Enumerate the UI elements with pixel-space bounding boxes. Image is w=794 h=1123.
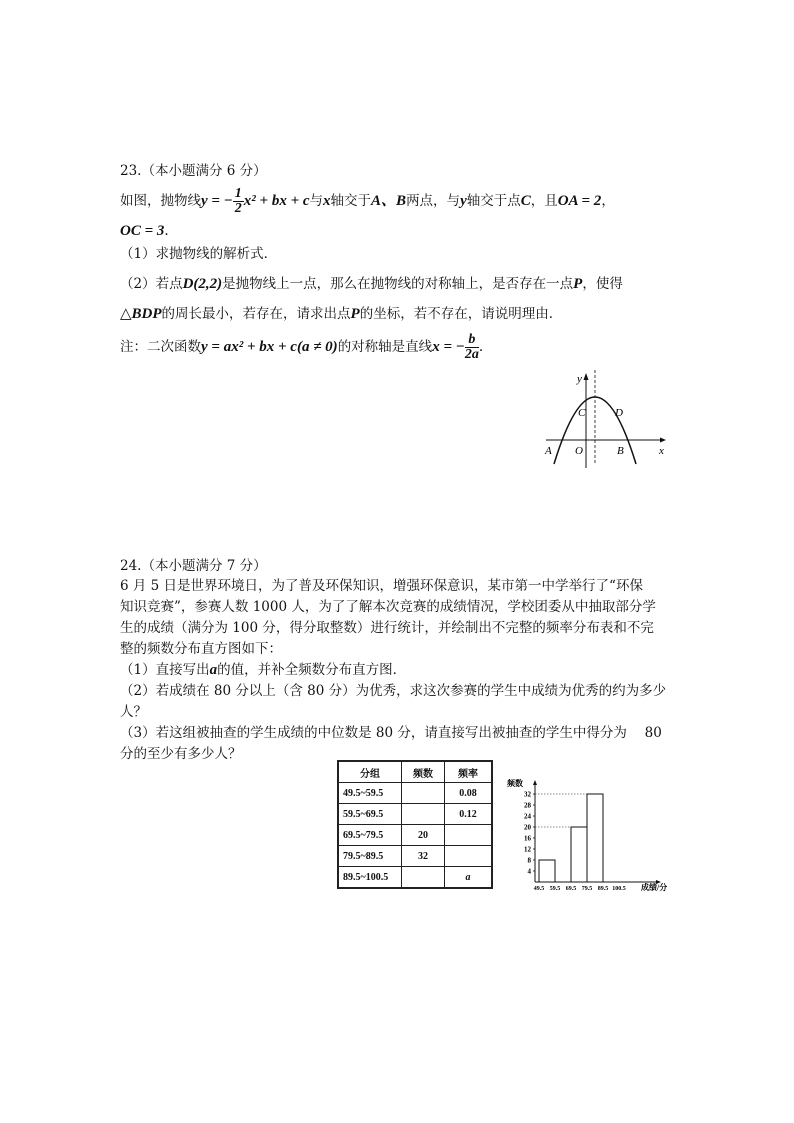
y-tick-label: 24 [524,812,531,821]
q23-frac-num: 1 [234,186,242,201]
table-header: 频率 [445,761,493,783]
table-row [338,783,492,804]
histogram-y-label: 频数 [507,779,523,788]
q23-part2-d: 的周长最小，若存在，请求出点 [161,306,351,322]
table-cell: 89.5~100.5 [338,867,402,889]
q23-note-b: 的对称轴是直线 [337,339,433,355]
q23-oa: OA = 2 [557,193,602,209]
table-cell: 0.12 [445,804,493,825]
q23-frac-den: 2 [234,201,242,216]
frequency-histogram [505,772,685,897]
y-axis-arrow-icon [584,373,589,380]
q24-q1 [120,661,406,679]
q24-q1-b: 的值，并补全频数分布直方图． [217,662,407,678]
q23-period: . [164,223,169,239]
graph-label-b: B [617,445,624,457]
q23-intro-f: ，且 [530,193,558,209]
x-tick-label: 59.5 [549,886,561,892]
q23-part1: （1）求抛物线的解析式． [120,246,278,262]
table-row [338,825,492,846]
q23-line1 [120,187,615,216]
histogram-bar [539,860,555,882]
q23-header: 23.（本小题满分 6 分） [120,163,267,179]
x-tick-label: 49.5 [533,886,545,892]
q24-p2: 知识竞赛”，参赛人数 1000 人，为了了解本次竞赛的成绩情况，学校团委从中抽取部分学 [120,599,656,615]
q24-q2-a: （2）若成绩在 80 分以上（含 80 分）为优秀，求这次参赛的学生中成绩为优秀的约为多少 [120,683,667,699]
table-cell: 69.5~79.5 [338,825,402,846]
y-tick-label: 12 [524,845,531,854]
q23-note-den: 2a [464,347,479,362]
q23-part2-line2 [120,305,562,323]
q23-oc: OC = 3 [120,223,165,239]
table-row [338,867,492,889]
table-cell: a [445,867,493,889]
x-tick-label: 79.5 [581,886,593,892]
q23-var-y: y [460,193,467,209]
q23-part2-c: ，使得 [582,276,623,292]
q23-part2-line1 [120,275,623,293]
graph-label-x: x [659,445,664,457]
y-tick-label: 8 [527,856,531,865]
y-tick-label: 28 [524,801,531,810]
graph-label-o: O [575,445,583,457]
table-row [338,846,492,867]
table-cell: 59.5~69.5 [338,804,402,825]
q23-intro-e: 轴交于点 [466,193,521,209]
q24-p3: 生的成绩（满分为 100 分，得分取整数）进行统计，并绘制出不完整的频率分布表和不完 [120,620,654,636]
graph-label-d: D [615,407,623,419]
q23-intro-b: 与 [309,193,324,209]
q23-pt-c: C [520,193,531,209]
histogram-x-label: 成绩/分 [641,883,668,892]
table-header: 分组 [338,761,402,783]
table-cell: 20 [402,825,445,846]
q24-q3-b: 分的至少有多少人？ [120,746,242,762]
q23-part2-a: （2）若点 [120,276,183,292]
histogram-bar [571,827,587,882]
q23-comma: ， [601,193,615,209]
table-cell [402,783,445,804]
table-cell [445,825,493,846]
table-cell: 32 [402,846,445,867]
table-cell [445,846,493,867]
q23-pt-p2: P [350,306,360,322]
q23-intro-c: 轴交于 [330,193,372,209]
q23-note-a: 注：二次函数 [120,339,201,355]
q23-line2 [120,222,169,240]
q23-pts-ab: A、B [371,193,407,209]
q23-pt-d: D(2,2) [182,276,223,292]
table-cell: 49.5~59.5 [338,783,402,804]
q23-eq-rest: x² + bx + c [243,193,310,209]
q24-q3-a: （3）若这组被抽查的学生成绩的中位数是 80 分，请直接写出被抽查的学生中得分为 80 [120,725,662,741]
frequency-table [337,760,493,889]
parabola-figure [540,368,670,470]
q24-p1: 6 月 5 日是世界环境日，为了普及环保知识，增强环保意识，某市第一中学举行了“环保 [120,578,643,594]
graph-label-a: A [545,445,552,457]
q24-p4: 整的频数分布直方图如下： [120,641,282,657]
q24-header: 24.（本小题满分 7 分） [120,558,267,574]
table-cell [402,867,445,889]
q23-intro-d: 两点，与 [406,193,461,209]
q23-fraction [233,187,244,216]
y-tick-label: 16 [524,834,531,843]
table-cell: 0.08 [445,783,493,804]
q23-pt-p: P [573,276,583,292]
q23-note [120,328,483,366]
x-tick-label: 69.5 [565,886,577,892]
q23-note-x: x = − [432,339,465,355]
q23-eq-y: y = − [201,193,233,209]
q23-part2-b: 是抛物线上一点，那么在抛物线的对称轴上，是否存在一点 [222,276,574,292]
graph-label-c: C [578,407,586,419]
x-axis-arrow-icon [660,438,666,443]
graph-label-y: y [577,373,582,385]
q23-tri: △BDP [120,306,162,322]
table-cell: 79.5~89.5 [338,846,402,867]
q23-intro-a: 如图，抛物线 [120,193,201,209]
q23-part2-e: 的坐标，若不存在，请说明理由． [359,306,563,322]
q23-note-num: b [465,333,479,348]
q23-var-x: x [323,193,331,209]
q23-note-eq: y = ax² + bx + c(a ≠ 0) [201,339,338,355]
table-header-row [338,761,492,783]
y-tick-label: 20 [524,823,531,832]
table-header: 频数 [402,761,445,783]
y-tick-label: 4 [527,867,531,876]
q24-q1-var: a [209,662,218,678]
q23-note-fraction [465,333,479,362]
table-cell [402,804,445,825]
x-tick-label: 100.5 [612,886,626,892]
x-tick-label: 89.5 [597,886,609,892]
y-tick-label: 32 [524,790,531,799]
table-row [338,804,492,825]
q23-note-end: . [478,339,484,355]
histogram-bar [587,794,603,882]
q24-q1-a: （1）直接写出 [120,662,210,678]
histogram-y-arrow-icon [533,780,537,785]
q24-q2-b: 人？ [120,704,147,720]
